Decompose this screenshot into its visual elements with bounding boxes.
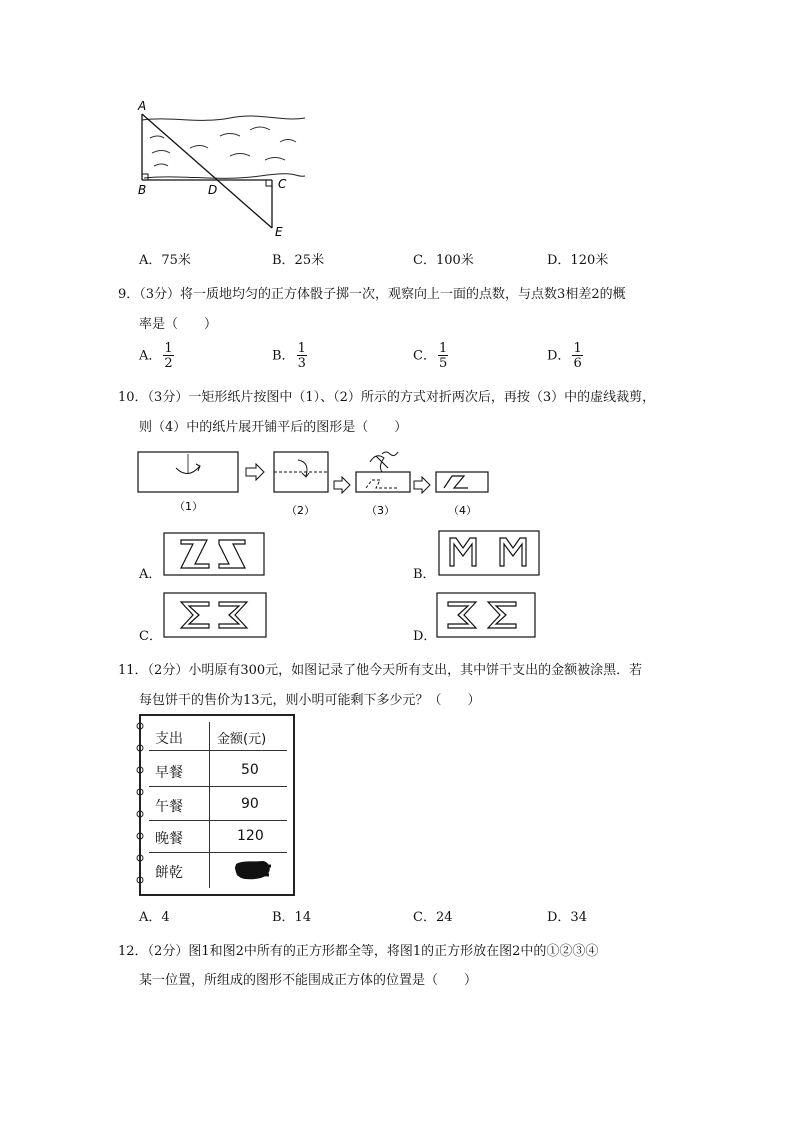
q9-option-b[interactable]: B． $\frac{1}{3}$	[272, 341, 306, 371]
fraction: $\frac{1}{2}$	[164, 341, 173, 371]
label-E: E	[275, 225, 283, 239]
q10-option-c-figure[interactable]	[163, 592, 267, 638]
label-A: A	[138, 99, 147, 113]
q10-folding-steps-figure	[136, 446, 496, 518]
q9-question-line1: 9．（3分）将一质地均匀的正方体骰子掷一次，观察向上一面的点数，与点数3相差2的概	[118, 287, 626, 302]
label-B: B	[138, 183, 147, 197]
q8-option-d[interactable]: D．120米	[547, 253, 609, 268]
step-label-1: （1）	[174, 500, 203, 513]
step-label-3: （3）	[366, 504, 395, 517]
q10-option-d-figure[interactable]	[436, 592, 536, 638]
q9-question-line2: 率是（ ）	[139, 317, 218, 332]
table-column-divider	[209, 722, 210, 888]
q10-option-b-label[interactable]: B．	[413, 567, 436, 582]
q10-option-c-label[interactable]: C．	[139, 629, 162, 644]
step-label-4: （4）	[448, 504, 477, 517]
q12-question-line1: 12．（2分）图1和图2中所有的正方形都全等，将图1的正方形放在图2中的①②③④	[118, 944, 599, 959]
q11-option-c[interactable]: C．24	[413, 910, 453, 925]
notebook-rings	[135, 720, 143, 890]
row-line	[149, 786, 287, 787]
q12-question-line2: 某一位置，所组成的图形不能围成正方体的位置是（ ）	[139, 973, 478, 988]
row-lunch-label: 午餐	[155, 799, 183, 815]
step-label-2: （2）	[286, 504, 315, 517]
q8-option-a[interactable]: A．75米	[139, 253, 191, 268]
q10-question-line1: 10．（3分）一矩形纸片按图中（1）、（2）所示的方式对折两次后，再按（3）中的虚线裁剪，	[118, 390, 656, 405]
row-line	[149, 820, 287, 821]
q11-question-line1: 11．（2分）小明原有300元，如图记录了他今天所有支出，其中饼干支出的金额被涂黑．若	[118, 663, 643, 678]
header-expense: 支出	[155, 731, 183, 747]
fraction: $\frac{1}{3}$	[297, 341, 306, 371]
row-lunch-amount: 90	[241, 796, 259, 812]
label-C: C	[278, 177, 287, 191]
row-breakfast-amount: 50	[241, 762, 259, 778]
blacked-out-amount	[233, 858, 273, 882]
fraction: $\frac{1}{6}$	[573, 341, 582, 371]
row-dinner-amount: 120	[237, 828, 264, 844]
label-D: D	[208, 183, 218, 197]
row-biscuit-label: 餅乾	[155, 865, 183, 881]
row-breakfast-label: 早餐	[155, 765, 183, 781]
q8-river-figure	[130, 98, 315, 240]
q9-option-c[interactable]: C． $\frac{1}{5}$	[413, 341, 448, 371]
fraction: $\frac{1}{5}$	[438, 341, 448, 371]
expense-notebook	[139, 714, 295, 896]
q9-option-d[interactable]: D． $\frac{1}{6}$	[547, 341, 582, 371]
q11-option-a[interactable]: A．4	[139, 910, 170, 925]
q10-option-a-figure[interactable]	[163, 532, 265, 576]
q10-option-d-label[interactable]: D．	[413, 629, 437, 644]
q10-option-a-label[interactable]: A．	[139, 567, 162, 582]
q11-option-b[interactable]: B．14	[272, 910, 312, 925]
q11-question-line2: 每包饼干的售价为13元，则小明可能剩下多少元？（ ）	[139, 693, 481, 708]
q10-question-line2: 则（4）中的纸片展开铺平后的图形是（ ）	[139, 420, 408, 435]
q8-option-b[interactable]: B．25米	[272, 253, 325, 268]
q11-option-d[interactable]: D．34	[547, 910, 587, 925]
row-dinner-label: 晚餐	[155, 831, 183, 847]
row-line	[149, 852, 287, 853]
q9-option-a[interactable]: A． $\frac{1}{2}$	[139, 341, 173, 371]
header-amount: 金额(元)	[217, 732, 267, 747]
q10-option-b-figure[interactable]	[438, 530, 540, 576]
q8-option-c[interactable]: C．100米	[413, 253, 474, 268]
row-line	[149, 750, 287, 751]
